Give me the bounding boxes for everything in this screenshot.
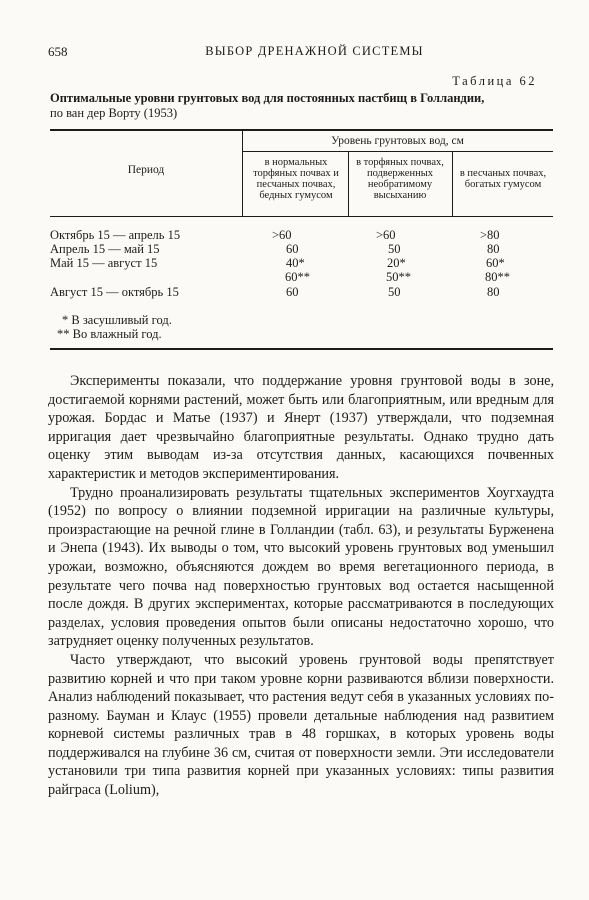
table-cell: 60*	[486, 256, 505, 270]
table-hline	[242, 151, 553, 152]
row-period: Апрель 15 — май 15	[50, 242, 160, 256]
column-header-1: в нормальных торфяных почвах и песчаных почвах, бедных гумусом	[253, 157, 339, 201]
table-cell: >80	[480, 228, 500, 242]
table-cell: 80**	[485, 270, 510, 284]
table-cell: 80	[487, 285, 500, 299]
table-footnote: ** Во влажный год.	[57, 327, 162, 341]
table-caption-title: Оптимальные уровни грунтовых вод для постоянных пастбищ в Голландии,	[50, 91, 485, 105]
column-header-period: Период	[127, 164, 165, 176]
table-cell: 80	[487, 242, 500, 256]
table-vline	[348, 151, 349, 216]
column-header-group: Уровень грунтовых вод, см	[331, 135, 464, 147]
table-cell: 60	[286, 242, 299, 256]
table-header-rule	[50, 216, 553, 217]
table-top-rule	[50, 129, 553, 131]
table-cell: 50**	[386, 270, 411, 284]
row-period: Август 15 — октябрь 15	[50, 285, 179, 299]
running-title: ВЫБОР ДРЕНАЖНОЙ СИСТЕМЫ	[205, 44, 424, 58]
page-number: 658	[48, 44, 68, 59]
paragraph: Трудно проанализировать результаты тщательных экспериментов Хоугхаудта (1952) по вопросу о влиянии подземной ирригации на различные культуры, произрастающие на речной глине в Голландии (табл. 63), и результаты Бурженена и Энепа (1943). Их выводы о том, что высокий уровень грунтовых вод уменьшил урожаи, возможно, объясняются дождем во время вегетационного периода, в результате чего почва над поверхностью грунтовых вод остается насыщенной после дождя. В других экспериментах, которые рассматриваются в последующих разделах, условия проведения опытов были описаны недостаточно хорошо, что затрудняет оценку полученных результатов.	[48, 484, 554, 650]
column-header-3: в песчаных почвах, богатых гумусом	[459, 168, 547, 190]
table-cell: 60	[286, 285, 299, 299]
table-cell: 60**	[285, 270, 310, 284]
table-cell: 20*	[387, 256, 406, 270]
table-caption	[50, 91, 550, 121]
row-period: Октябрь 15 — апрель 15	[50, 228, 181, 242]
row-period: Май 15 — август 15	[50, 256, 158, 270]
column-header-2: в торфяных почвах, подверженных необратимому высыханию	[356, 157, 444, 201]
table-cell: >60	[376, 228, 396, 242]
page-header	[48, 44, 541, 60]
table-cell: 50	[388, 242, 401, 256]
table-bottom-rule	[50, 348, 553, 350]
table-vline	[452, 151, 453, 216]
table-number: Таблица 62	[452, 74, 537, 88]
body-text	[48, 372, 554, 800]
paragraph: Часто утверждают, что высокий уровень грунтовой воды препятствует развитию корней и что при таком уровне корни развиваются вблизи поверхности. Анализ наблюдений показывает, что растения ведут себя в указанных условиях по-разному. Бауман и Клаус (1955) провели детальные наблюдения над развитием корневой системы различных трав в 48 горшках, в которых уровень воды поддерживался на глубине 36 см, считая от поверхности земли. Эти исследователи установили три типа развития корней при указанных условиях: типы развития райграса (Lolium),	[48, 651, 554, 799]
paragraph: Эксперименты показали, что поддержание уровня грунтовой воды в зоне, достигаемой корнями растений, может быть или благоприятным, или вредным для урожая. Бордас и Матье (1937) и Янерт (1937) утверждали, что подземная ирригация дает чрезвычайно благоприятные результаты. Однако трудно дать оценку этим выводам из-за отсутствия данных, касающихся почвенных характеристик и методов экспериментирования.	[48, 373, 554, 482]
table-cell: 40*	[286, 256, 305, 270]
table-cell: 50	[388, 285, 401, 299]
table-footnote: * В засушливый год.	[62, 313, 172, 327]
table-cell: >60	[272, 228, 292, 242]
table-caption-source: по ван дер Ворту (1953)	[50, 106, 178, 120]
